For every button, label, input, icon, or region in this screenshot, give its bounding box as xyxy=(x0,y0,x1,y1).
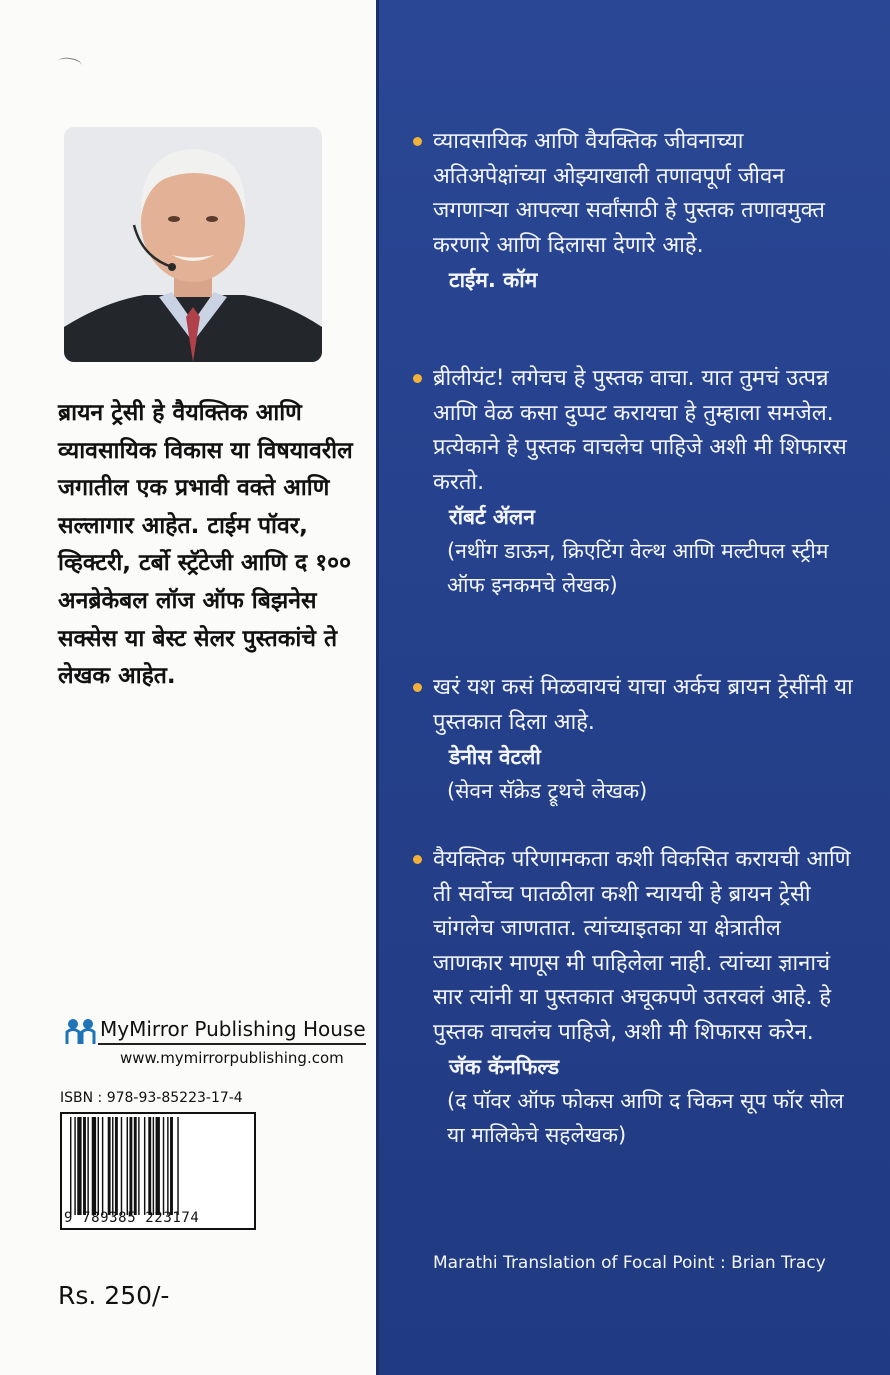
mymirror-logo-icon xyxy=(64,1016,98,1046)
barcode-bar xyxy=(148,1117,151,1215)
review-source: रॉबर्ट ॲलन xyxy=(449,505,535,529)
barcode-bars xyxy=(70,1117,248,1215)
review-note: (सेवन सॅक्रेड ट्रूथचे लेखक) xyxy=(447,779,648,803)
barcode-bar xyxy=(127,1117,128,1215)
publisher-block xyxy=(38,1005,378,1075)
publisher-name: MyMirror Publishing House xyxy=(100,1017,366,1041)
barcode-bar xyxy=(177,1117,178,1215)
review-item xyxy=(433,125,853,297)
review-note: (नथींग डाऊन, क्रिएटिंग वेल्थ आणि मल्टीपल स्ट्रीम ऑफ इनकमचे लेखक) xyxy=(447,539,829,597)
review-quote: खरं यश कसं मिळवायचं याचा अर्कच ब्रायन ट्रेसींनी या पुस्तकात दिला आहे. xyxy=(433,675,853,735)
barcode-bar xyxy=(108,1117,111,1215)
barcode-bar xyxy=(144,1117,145,1215)
price: Rs. 250/- xyxy=(58,1281,170,1310)
review-quote: व्यावसायिक आणि वैयक्तिक जीवनाच्या अतिअपेक्षांच्या ओझ्याखाली तणावपूर्ण जीवन जगणाऱ्या आपल्या सर्वांसाठी हे पुस्तक तणावमुक्त करणारे आणि दिलासा देणारे आहे. xyxy=(433,129,825,258)
barcode-bar xyxy=(170,1117,173,1215)
author-photo xyxy=(64,127,322,362)
barcode-bar xyxy=(83,1117,86,1215)
review-quote: वैयक्तिक परिणामकता कशी विकसित करायची आणि ती सर्वोच्च पातळीला कशी न्यायची हे ब्रायन ट्रेसी चांगलेच जाणतात. त्यांच्याइतका या क्षेत्रातील जाणकार माणूस मी पाहिलेला नाही. त्यांच्या ज्ञानाचं सार त्यांनी या पुस्तकात अचूकपणे उतरवलं आहे. हे पुस्तक वाचलंच पाहिजे, अशी मी शिफारस करेन. xyxy=(433,847,851,1045)
barcode xyxy=(60,1112,256,1230)
review-note: (द पॉवर ऑफ फोकस आणि द चिकन सूप फॉर सोल या मालिकेचे सहलेखक) xyxy=(447,1089,844,1147)
bullet-icon xyxy=(413,855,422,864)
review-source: जॅक कॅनफिल्ड xyxy=(449,1055,560,1079)
barcode-bar xyxy=(153,1117,154,1215)
review-item xyxy=(433,671,853,808)
barcode-bar xyxy=(121,1117,122,1215)
barcode-bar xyxy=(129,1117,132,1215)
review-source: डेनीस वेटली xyxy=(449,745,541,769)
barcode-bar xyxy=(92,1117,96,1215)
barcode-bar xyxy=(156,1117,160,1215)
barcode-bar xyxy=(70,1117,71,1215)
bullet-icon xyxy=(413,374,422,383)
bullet-icon xyxy=(413,137,422,146)
barcode-bar xyxy=(74,1117,75,1215)
isbn-label: ISBN : 978-93-85223-17-4 xyxy=(60,1090,243,1106)
review-quote: ब्रीलीयंट! लगेचच हे पुस्तक वाचा. यात तुमचं उत्पन्न आणि वेळ कसा दुप्पट करायचा हे तुम्हाला समजेल. प्रत्येकाने हे पुस्तक वाचलेच पाहिजे अशी मी शिफारस करतो. xyxy=(433,366,847,495)
barcode-bar xyxy=(138,1117,139,1215)
barcode-bar xyxy=(112,1117,113,1215)
barcode-bar xyxy=(167,1117,168,1215)
review-source: टाईम. कॉम xyxy=(449,268,538,292)
barcode-bar xyxy=(134,1117,137,1215)
review-item xyxy=(433,362,853,602)
barcode-bar xyxy=(77,1117,81,1215)
publisher-url: www.mymirrorpublishing.com xyxy=(120,1049,344,1067)
bullet-icon xyxy=(413,683,422,692)
barcode-bar xyxy=(87,1117,88,1215)
barcode-bar xyxy=(115,1117,118,1215)
translation-credit: Marathi Translation of Focal Point : Brian Tracy xyxy=(433,1253,826,1273)
review-item xyxy=(433,843,853,1152)
barcode-bar xyxy=(102,1117,103,1215)
author-bio: ब्रायन ट्रेसी हे वैयक्तिक आणि व्यावसायिक विकास या विषयावरील जगातील एक प्रभावी वक्ते आणि सल्लागार आहेत. टाईम पॉवर, व्हिक्टरी, टर्बो स्ट्रॅटेजी आणि द १०० अनब्रेकेबल लॉज ऑफ बिझनेस सक्सेस या बेस्ट सेलर पुस्तकांचे ते लेखक आहेत. xyxy=(58,400,353,690)
barcode-bar xyxy=(163,1117,164,1215)
publisher-rule xyxy=(98,1043,366,1045)
barcode-bar xyxy=(98,1117,99,1215)
barcode-number: 9 789385 223174 xyxy=(64,1210,200,1226)
